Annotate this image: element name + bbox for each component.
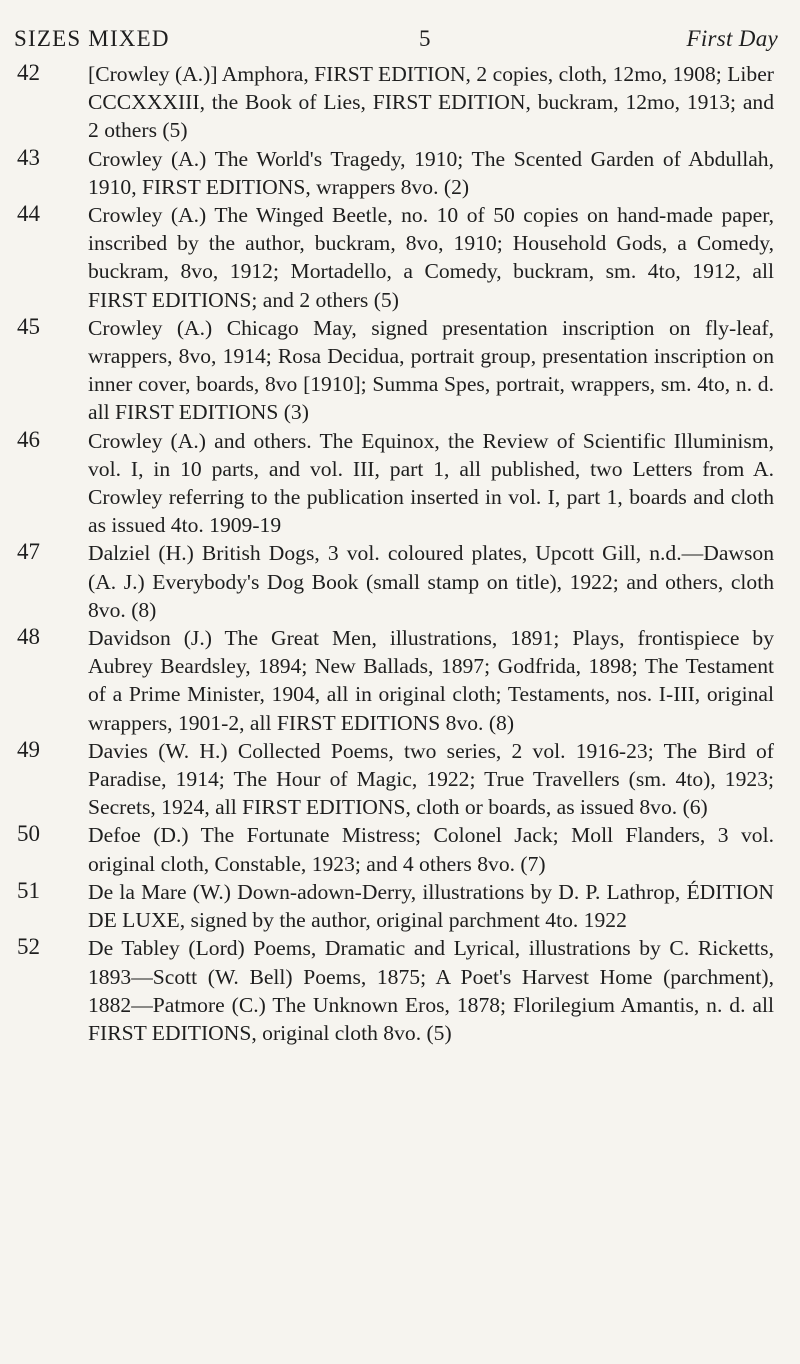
lot-entry: [0, 201, 800, 314]
lot-entry: [0, 427, 800, 540]
lot-description: Davies (W. H.) Collected Poems, two series, 2 vol. 1916-23; The Bird of Paradise, 1914; The Hour of Magic, 1922; True Travellers (sm. 4to), 1923; Secrets, 1924, all FIRST EDITIONS, cloth or boards, as issued 8vo. (6): [88, 738, 774, 820]
lot-entry: [0, 539, 800, 624]
lot-description: De la Mare (W.) Down-adown-Derry, illustrations by D. P. Lathrop, ÉDITION DE LUXE, signed by the author, original parchment 4to. 1922: [88, 879, 774, 933]
lot-description: De Tabley (Lord) Poems, Dramatic and Lyrical, illustrations by C. Ricketts, 1893—Scott (W. Bell) Poems, 1875; A Poet's Harvest Home (parchment), 1882—Patmore (C.) The Unknown Eros, 1878; Florilegium Amantis, n. d. all FIRST EDITIONS, original cloth 8vo. (5): [88, 936, 774, 1045]
lot-number: 51: [17, 877, 40, 903]
lot-list: [0, 60, 800, 1047]
lot-entry: [0, 821, 800, 877]
lot-description: Crowley (A.) and others. The Equinox, the Review of Scientific Illuminism, vol. I, in 10 parts, and vol. III, part 1, all published, two Letters from A. Crowley referring to the publication inserted in vol. I, part 1, boards and cloth as issued 4to. 1909-19: [88, 428, 774, 538]
lot-description: Dalziel (H.) British Dogs, 3 vol. coloured plates, Upcott Gill, n.d.—Dawson (A. J.) Everybody's Dog Book (small stamp on title), 1922; and others, cloth 8vo. (8): [88, 541, 774, 622]
lot-number: 47: [17, 539, 40, 565]
lot-number: 52: [17, 934, 40, 960]
lot-description: Defoe (D.) The Fortunate Mistress; Colonel Jack; Moll Flanders, 3 vol. original cloth, Constable, 1923; and 4 others 8vo. (7): [88, 823, 774, 876]
lot-entry: [0, 878, 800, 934]
lot-entry: [0, 624, 800, 737]
lot-description: Crowley (A.) The Winged Beetle, no. 10 of 50 copies on hand-made paper, inscribed by the author, buckram, 8vo, 1910; Household Gods, a Comedy, buckram, 8vo, 1912; Mortadello, a Comedy, buckram, sm. 4to, 1912, all FIRST EDITIONS; and 2 others (5): [88, 203, 774, 312]
lot-number: 42: [17, 60, 40, 85]
lot-entry: [0, 145, 800, 201]
page-number: 5: [419, 26, 431, 51]
page-header: [14, 26, 778, 56]
lot-entry: [0, 314, 800, 427]
lot-number: 46: [17, 426, 40, 452]
lot-description: Davidson (J.) The Great Men, illustrations, 1891; Plays, frontispiece by Aubrey Beardsley, 1894; New Ballads, 1897; Godfrida, 1898; The Testament of a Prime Minister, 1904, all in original cloth; Testaments, nos. I-III, original wrappers, 1901-2, all FIRST EDITIONS 8vo. (8): [88, 626, 774, 735]
sale-day: First Day: [686, 26, 778, 51]
lot-number: 43: [17, 144, 40, 170]
lot-description: Crowley (A.) Chicago May, signed presentation inscription on fly-leaf, wrappers, 8vo, 1914; Rosa Decidua, portrait group, presentation inscription on inner cover, boards, 8vo [1910]; Summa Spes, portrait, wrappers, sm. 4to, n. d. all FIRST EDITIONS (3): [88, 315, 774, 425]
lot-entry: [0, 934, 800, 1047]
lot-number: 44: [17, 201, 40, 227]
lot-description: Crowley (A.) The World's Tragedy, 1910; The Scented Garden of Abdullah, 1910, FIRST EDITIONS, wrappers 8vo. (2): [88, 146, 774, 199]
lot-description: [Crowley (A.)] Amphora, FIRST EDITION, 2 copies, cloth, 12mo, 1908; Liber CCCXXXIII, the Book of Lies, FIRST EDITION, buckram, 12mo, 1913; and 2 others (5): [88, 62, 774, 143]
lot-number: 48: [17, 624, 40, 650]
lot-entry: [0, 60, 800, 145]
section-title: SIZES MIXED: [14, 26, 170, 51]
lot-number: 49: [17, 736, 40, 762]
lot-number: 50: [17, 821, 40, 847]
lot-number: 45: [17, 313, 40, 339]
lot-entry: [0, 737, 800, 822]
